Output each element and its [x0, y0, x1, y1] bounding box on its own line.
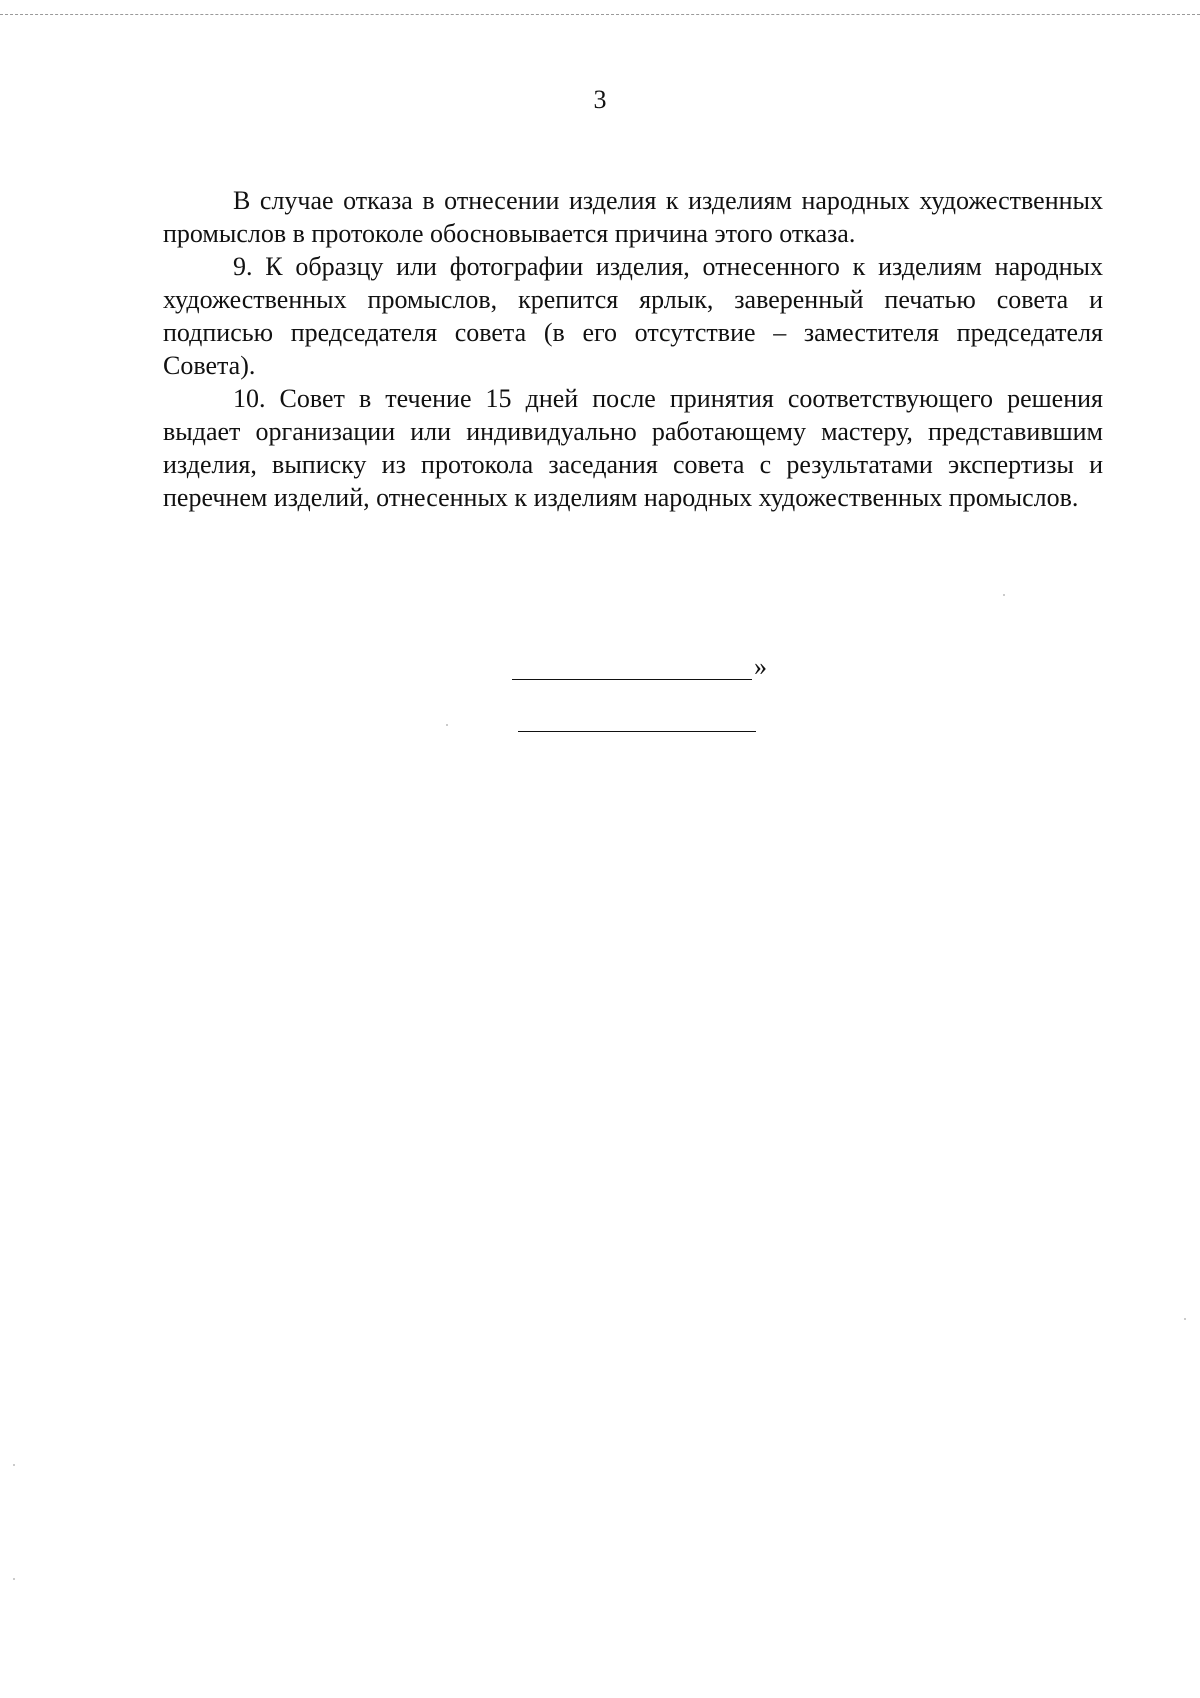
scan-speck	[1184, 1318, 1186, 1320]
scan-speck	[13, 1464, 15, 1466]
document-body	[163, 184, 1103, 514]
page-number: 3	[593, 85, 607, 114]
paragraph-10-council-extract: 10. Совет в течение 15 дней после принятия соответствующего решения выдает организации или индивидуально работающему мастеру, представившим изделия, выписку из протокола заседания совета с результатами экспертизы и перечнем изделий, отнесенных к изделиям народных художественных промыслов.	[163, 384, 1103, 512]
end-rule	[518, 731, 756, 732]
paragraph-refusal-reason: В случае отказа в отнесении изделия к изделиям народных художественных промыслов в протоколе обосновывается причина этого отказа.	[163, 186, 1103, 248]
scan-top-edge	[0, 14, 1200, 15]
closing-rule	[512, 679, 752, 680]
closing-quote-mark: »	[754, 652, 767, 681]
closing-line	[512, 652, 767, 682]
scan-speck	[446, 724, 448, 726]
scan-speck	[13, 1578, 15, 1580]
paragraph-9-label: 9. К образцу или фотографии изделия, отнесенного к изделиям народных художественных промыслов, крепится ярлык, заверенный печатью совета и подписью председателя совета (в его отсутствие – заместителя председателя Совета).	[163, 252, 1103, 380]
scan-speck	[1003, 594, 1005, 596]
